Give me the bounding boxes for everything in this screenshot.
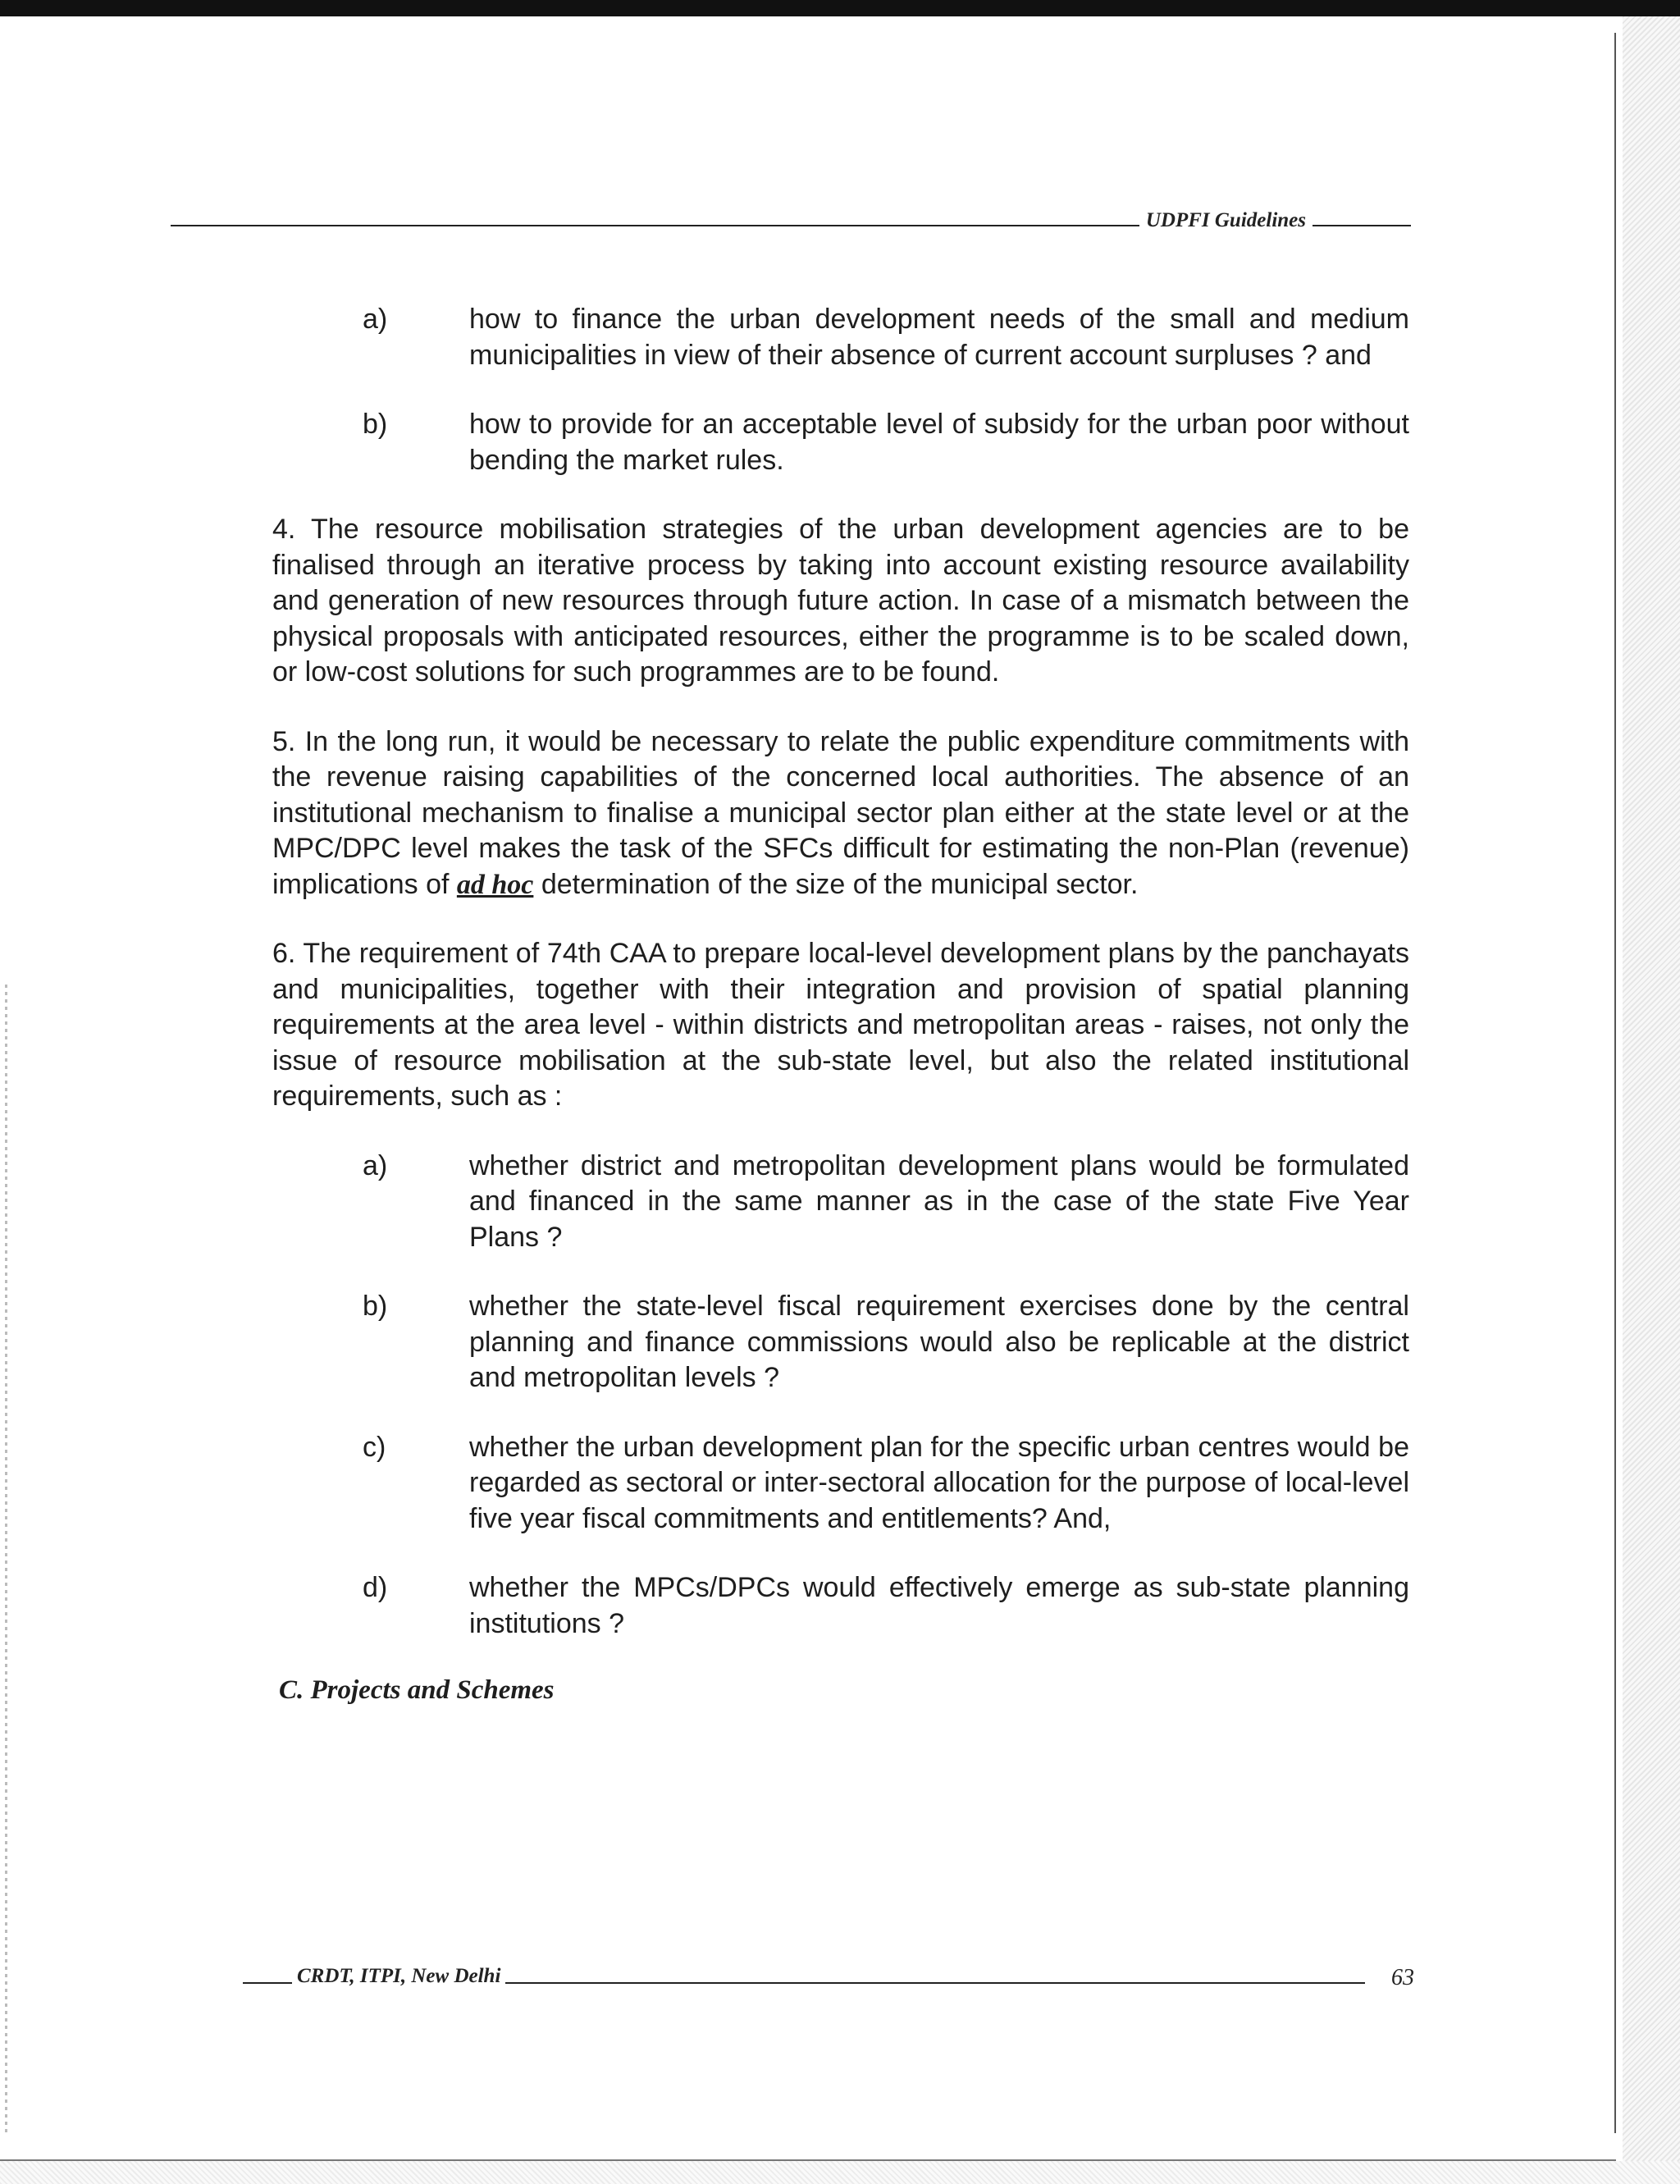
running-footer [243, 1965, 1414, 1998]
bottom-list [272, 1149, 1409, 1643]
page-left-edge [5, 985, 7, 2133]
scan-top-border [0, 0, 1680, 16]
list-item-text: whether the MPCs/DPCs would effectively emerge as sub-state planning institutions ? [469, 1572, 1409, 1639]
list-item-text: how to finance the urban development needs of the small and medium municipalities in view of their absence of current account surpluses ? and [469, 304, 1409, 371]
list-item-text: whether the urban development plan for the specific urban centres would be regarded as sectoral or inter-sectoral allocation for the purpose of local-level five year fiscal commitments and entitlements? And, [469, 1431, 1409, 1534]
list-item-label: c) [363, 1431, 386, 1463]
list-item-label: a) [363, 304, 388, 335]
ad-hoc-emphasis: ad hoc [456, 869, 534, 900]
page-bottom-edge [0, 2159, 1616, 2161]
list-item [272, 1430, 1409, 1537]
list-item [272, 1570, 1409, 1642]
paragraph-6: 6. The requirement of 74th CAA to prepare local-level development plans by the panchayats and municipalities, together with their integration and provision of spatial planning requirements at the area level - within districts and metropolitan areas - raises, not only the issue of resource mobilisation at the sub-state level, but also the related institutional requirements, such as : [272, 938, 1409, 1112]
list-item [272, 1289, 1409, 1396]
list-item-label: d) [363, 1572, 388, 1603]
list-item [272, 302, 1409, 373]
header-title: UDPFI Guidelines [1139, 209, 1312, 232]
scan-bottom-margin [0, 2161, 1680, 2184]
page-number: 63 [1391, 1965, 1414, 1990]
footer-source: CRDT, ITPI, New Delhi [292, 1965, 505, 1988]
page-body [272, 302, 1409, 1706]
list-item-label: b) [363, 1291, 388, 1322]
section-heading: C. Projects and Schemes [279, 1675, 555, 1705]
scan-right-margin [1623, 16, 1680, 2184]
list-item-text: how to provide for an acceptable level of subsidy for the urban poor without bending the market rules. [469, 409, 1409, 476]
paragraph-5-text-end: determination of the size of the municipal sector. [541, 868, 1139, 900]
running-header [171, 208, 1411, 241]
list-item [272, 407, 1409, 478]
paragraph-4: 4. The resource mobilisation strategies of the urban development agencies are to be finalised through an iterative process by taking into account existing resource availability and generation of new resources through future action. In case of a mismatch between the physical proposals with anticipated resources, either the programme is to be scaled down, or low-cost solutions for such programmes are to be found. [272, 514, 1409, 688]
list-item-text: whether the state-level fiscal requirement exercises done by the central planning and finance commissions would also be replicable at the district and metropolitan levels ? [469, 1291, 1409, 1393]
list-item-text: whether district and metropolitan development plans would be formulated and financed in the same manner as in the case of the state Five Year Plans ? [469, 1149, 1409, 1253]
page-right-edge [1614, 33, 1616, 2133]
paragraph-5-text: 5. In the long run, it would be necessary to relate the public expenditure commitments with the revenue raising capabilities of the concerned local authorities. The absence of an institutional mechanism to finalise a municipal sector plan either at the state level or at the MPC/DPC level makes the task of the SFCs difficult for estimating the non-Plan (revenue) implications of [272, 725, 1409, 900]
paragraph-5 [272, 724, 1409, 903]
list-item-label: b) [363, 409, 388, 440]
list-item [272, 1149, 1409, 1256]
list-item-label: a) [363, 1149, 388, 1181]
top-list [272, 302, 1409, 478]
